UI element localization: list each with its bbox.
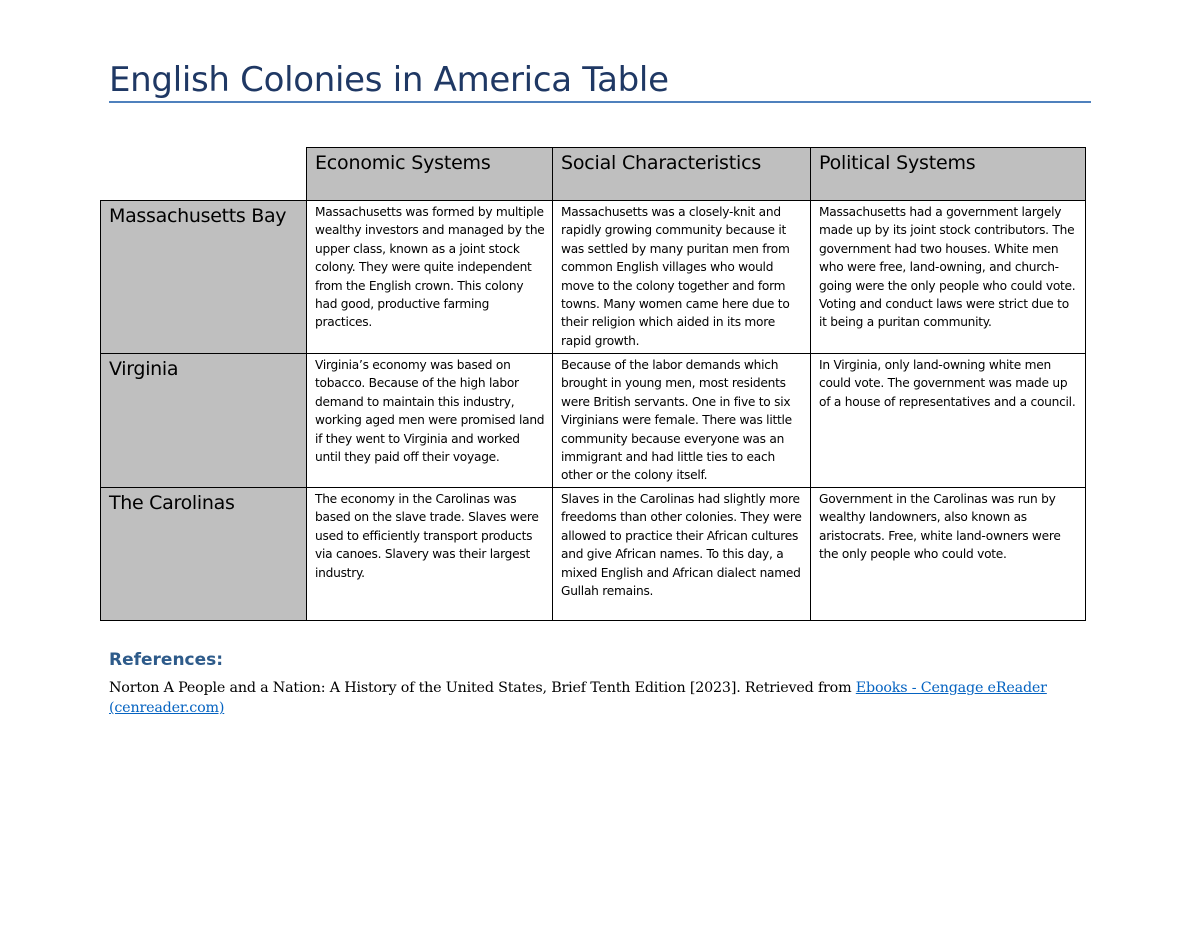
cell-economic: Virginia’s economy was based on tobacco. Because of the high labor demand to maintain this industry, working aged men were promised land if they went to Virginia and worked until they paid off their voyage. (307, 354, 553, 488)
cell-economic: The economy in the Carolinas was based on the slave trade. Slaves were used to efficiently transport products via canoes. Slavery was their largest industry. (307, 488, 553, 621)
row-header-virginia: Virginia (101, 354, 307, 488)
cell-political: In Virginia, only land-owning white men could vote. The government was made up of a house of representatives and a council. (811, 354, 1086, 488)
column-header-economic: Economic Systems (307, 148, 553, 201)
column-header-social: Social Characteristics (553, 148, 811, 201)
page-title: English Colonies in America Table (109, 60, 669, 100)
cell-political: Government in the Carolinas was run by wealthy landowners, also known as aristocrats. Free, white land-owners were the only people who could vote. (811, 488, 1086, 621)
reference-entry (109, 678, 1069, 718)
cell-political: Massachusetts had a government largely made up by its joint stock contributors. The government had two houses. White men who were free, land-owning, and church-going were the only people who could vote. Voting and conduct laws were strict due to it being a puritan community. (811, 201, 1086, 354)
cell-economic: Massachusetts was formed by multiple wealthy investors and managed by the upper class, known as a joint stock colony. They were quite independent from the English crown. This colony had good, productive farming practices. (307, 201, 553, 354)
table-corner-cell (101, 148, 307, 201)
row-header-carolinas: The Carolinas (101, 488, 307, 621)
table-row (101, 201, 1086, 354)
cell-social: Because of the labor demands which brought in young men, most residents were British servants. One in five to six Virginians were female. There was little community because everyone was an immigrant and had little ties to each other or the colony itself. (553, 354, 811, 488)
table-row (101, 354, 1086, 488)
column-header-political: Political Systems (811, 148, 1086, 201)
references-heading: References: (109, 650, 224, 670)
cell-social: Massachusetts was a closely-knit and rapidly growing community because it was settled by many puritan men from common English villages who would move to the colony together and form towns. Many women came here due to their religion which aided in its more rapid growth. (553, 201, 811, 354)
reference-link[interactable]: Ebooks - Cengage eReader (cenreader.com) (109, 680, 1047, 716)
reference-citation: Norton A People and a Nation: A History of the United States, Brief Tenth Edition [2023]. Retrieved from (109, 680, 856, 696)
cell-social: Slaves in the Carolinas had slightly more freedoms than other colonies. They were allowed to practice their African cultures and give African names. To this day, a mixed English and African dialect named Gullah remains. (553, 488, 811, 621)
table-header-row (101, 148, 1086, 201)
colonies-table (100, 147, 1086, 621)
table-row (101, 488, 1086, 621)
row-header-massachusetts-bay: Massachusetts Bay (101, 201, 307, 354)
title-underline (109, 101, 1091, 103)
